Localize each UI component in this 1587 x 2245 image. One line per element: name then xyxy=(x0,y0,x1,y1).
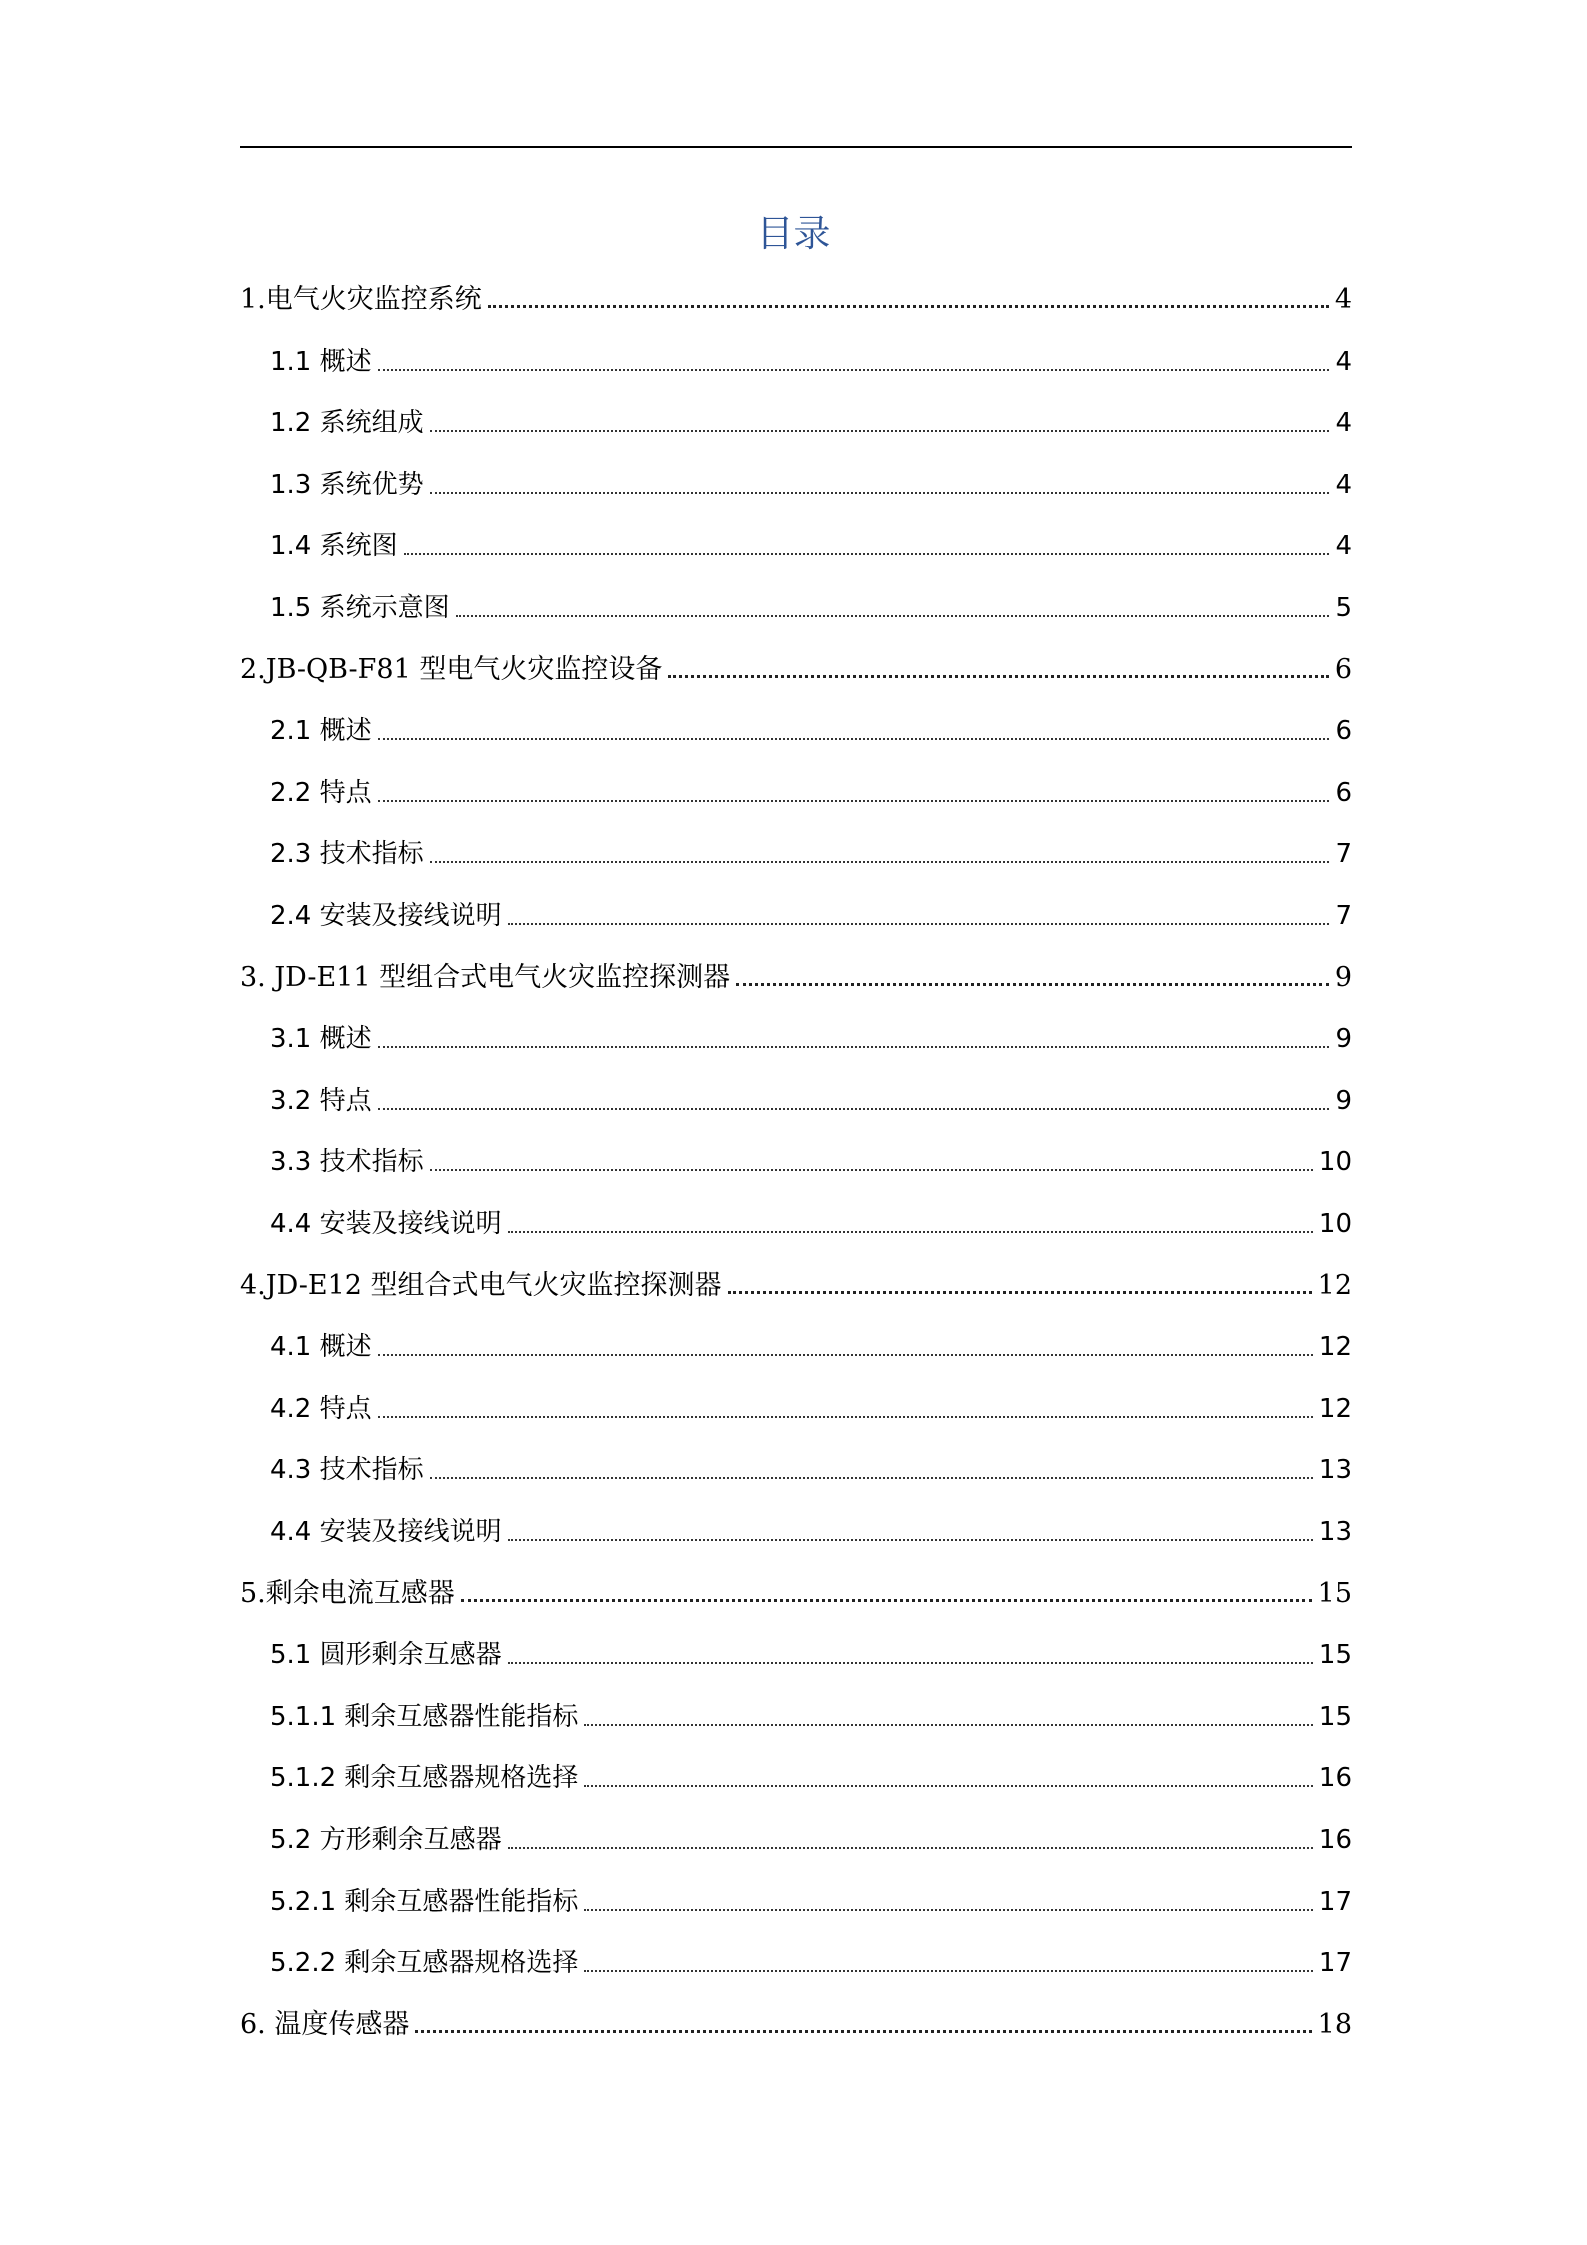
toc-dot-leader xyxy=(508,923,1330,925)
toc-dot-leader xyxy=(378,800,1330,802)
toc-dot-leader xyxy=(430,1477,1313,1479)
toc-entry[interactable] xyxy=(270,1019,1352,1059)
toc-entry[interactable] xyxy=(270,1820,1352,1860)
toc-entry[interactable] xyxy=(270,834,1352,874)
toc-dot-leader xyxy=(378,1108,1330,1110)
toc-entry-page-number: 16 xyxy=(1318,1763,1352,1794)
toc-entry-page-number: 10 xyxy=(1318,1147,1352,1178)
toc-entry[interactable] xyxy=(270,588,1352,628)
toc-entry[interactable] xyxy=(270,342,1352,382)
toc-entry-label: 1.1 概述 xyxy=(270,346,372,377)
toc-entry[interactable] xyxy=(270,1943,1352,1983)
toc-dot-leader xyxy=(584,1785,1312,1787)
toc-entry[interactable] xyxy=(270,1697,1352,1737)
toc-entry[interactable] xyxy=(270,711,1352,751)
toc-entry-label: 1.电气火灾监控系统 xyxy=(240,284,482,315)
toc-entry-page-number: 4 xyxy=(1335,469,1352,500)
toc-entry[interactable] xyxy=(270,1327,1352,1367)
toc-entry-page-number: 12 xyxy=(1318,1393,1352,1424)
toc-dot-leader xyxy=(508,1539,1313,1541)
toc-entry-page-number: 9 xyxy=(1335,1085,1352,1116)
toc-entry-page-number: 13 xyxy=(1318,1517,1352,1547)
toc-entry-page-number: 13 xyxy=(1318,1455,1352,1486)
toc-entry-label: 5.2.1 剩余互感器性能指标 xyxy=(270,1886,579,1917)
toc-entry-page-number: 17 xyxy=(1318,1886,1352,1917)
toc-entry[interactable] xyxy=(270,1882,1352,1922)
toc-dot-leader xyxy=(508,1847,1313,1849)
toc-dot-leader xyxy=(378,369,1330,371)
toc-entry-page-number: 15 xyxy=(1317,1577,1352,1609)
toc-entry[interactable] xyxy=(240,1574,1352,1614)
toc-dot-leader xyxy=(378,738,1330,740)
toc-entry-label: 1.5 系统示意图 xyxy=(270,593,450,623)
toc-dot-leader xyxy=(461,1599,1312,1602)
toc-entry-page-number: 10 xyxy=(1318,1209,1352,1239)
toc-entry[interactable] xyxy=(270,773,1352,813)
toc-entry-page-number: 6 xyxy=(1335,777,1352,808)
toc-entry-label: 4.1 概述 xyxy=(270,1332,372,1363)
toc-entry-label: 4.3 技术指标 xyxy=(270,1455,424,1486)
toc-entry-page-number: 6 xyxy=(1335,716,1352,747)
toc-entry-page-number: 15 xyxy=(1318,1701,1352,1732)
toc-entry-label: 6. 温度传感器 xyxy=(240,2008,410,2040)
toc-entry[interactable] xyxy=(270,1142,1352,1182)
toc-entry-page-number: 7 xyxy=(1335,901,1352,931)
toc-title: 目录 xyxy=(756,212,831,255)
toc-entry-label: 2.2 特点 xyxy=(270,777,372,808)
toc-entry[interactable] xyxy=(270,1081,1352,1121)
toc-entry[interactable] xyxy=(270,403,1352,443)
toc-entry-page-number: 9 xyxy=(1335,1024,1352,1055)
toc-entry[interactable] xyxy=(240,280,1352,320)
toc-entry-label: 5.1.1 剩余互感器性能指标 xyxy=(270,1701,579,1732)
toc-entry-page-number: 15 xyxy=(1318,1640,1352,1671)
toc-entry-label: 1.3 系统优势 xyxy=(270,469,424,500)
toc-entry-page-number: 17 xyxy=(1318,1948,1352,1979)
toc-entry-page-number: 6 xyxy=(1334,653,1352,685)
toc-entry-label: 2.4 安装及接线说明 xyxy=(270,901,502,931)
toc-entry[interactable] xyxy=(270,526,1352,566)
toc-entry-label: 5.剩余电流互感器 xyxy=(240,1577,455,1609)
toc-entry-label: 5.1 圆形剩余互感器 xyxy=(270,1640,502,1671)
toc-entry-label: 5.1.2 剩余互感器规格选择 xyxy=(270,1763,579,1794)
toc-dot-leader xyxy=(736,983,1329,986)
toc-entry-label: 3.1 概述 xyxy=(270,1024,372,1055)
toc-entry-page-number: 12 xyxy=(1317,1269,1352,1301)
toc-dot-leader xyxy=(508,1662,1313,1664)
toc-entry[interactable] xyxy=(270,465,1352,505)
toc-entry-label: 5.2.2 剩余互感器规格选择 xyxy=(270,1948,579,1979)
toc-dot-leader xyxy=(430,430,1330,432)
toc-dot-leader xyxy=(415,2030,1311,2033)
toc-dot-leader xyxy=(430,1169,1313,1171)
toc-entry-label: 2.3 技术指标 xyxy=(270,839,424,870)
toc-dot-leader xyxy=(404,553,1330,555)
toc-entry-page-number: 9 xyxy=(1334,961,1352,993)
toc-dot-leader xyxy=(728,1291,1312,1294)
toc-entry-page-number: 12 xyxy=(1318,1332,1352,1363)
toc-entry-label: 1.4 系统图 xyxy=(270,531,398,562)
toc-entry-label: 4.JD-E12 型组合式电气火灾监控探测器 xyxy=(240,1269,722,1301)
toc-dot-leader xyxy=(584,1970,1312,1972)
toc-entry[interactable] xyxy=(270,1512,1352,1552)
toc-entry-page-number: 18 xyxy=(1317,2008,1352,2040)
toc-entry-page-number: 7 xyxy=(1335,839,1352,870)
toc-dot-leader xyxy=(508,1231,1313,1233)
toc-entry[interactable] xyxy=(270,1204,1352,1244)
toc-dot-leader xyxy=(430,861,1330,863)
toc-entry[interactable] xyxy=(270,896,1352,936)
toc-entry[interactable] xyxy=(240,1266,1352,1306)
toc-entry[interactable] xyxy=(270,1758,1352,1798)
toc-dot-leader xyxy=(378,1354,1313,1356)
toc-entry-page-number: 4 xyxy=(1335,531,1352,562)
toc-dot-leader xyxy=(584,1909,1312,1911)
toc-entry-label: 3.2 特点 xyxy=(270,1085,372,1116)
toc-entry-page-number: 4 xyxy=(1335,346,1352,377)
toc-dot-leader xyxy=(378,1046,1330,1048)
toc-entry-label: 4.4 安装及接线说明 xyxy=(270,1209,502,1239)
toc-entry-label: 5.2 方形剩余互感器 xyxy=(270,1825,502,1855)
toc-entry-label: 2.JB-QB-F81 型电气火灾监控设备 xyxy=(240,653,663,685)
toc-dot-leader xyxy=(668,675,1328,678)
toc-entry-label: 4.2 特点 xyxy=(270,1393,372,1424)
toc-dot-leader xyxy=(456,615,1330,617)
toc-entry[interactable] xyxy=(240,958,1352,998)
toc-entry-page-number: 4 xyxy=(1334,284,1352,315)
toc-entry-label: 4.4 安装及接线说明 xyxy=(270,1517,502,1547)
toc-dot-leader xyxy=(488,305,1329,308)
toc-dot-leader xyxy=(378,1416,1313,1418)
toc-entry[interactable] xyxy=(270,1635,1352,1675)
toc-entry-page-number: 5 xyxy=(1335,593,1352,623)
toc-entry[interactable] xyxy=(270,1389,1352,1429)
toc-entry[interactable] xyxy=(240,650,1352,690)
toc-entry-page-number: 4 xyxy=(1335,408,1352,439)
toc-entry-page-number: 16 xyxy=(1318,1825,1352,1855)
toc-entry[interactable] xyxy=(240,2005,1352,2045)
toc-entry-label: 3. JD-E11 型组合式电气火灾监控探测器 xyxy=(240,961,731,993)
toc-entry-label: 3.3 技术指标 xyxy=(270,1147,424,1178)
toc-entry-label: 1.2 系统组成 xyxy=(270,408,424,439)
toc-entry[interactable] xyxy=(270,1450,1352,1490)
toc-dot-leader xyxy=(430,492,1330,494)
toc-dot-leader xyxy=(584,1724,1312,1726)
toc-entry-label: 2.1 概述 xyxy=(270,716,372,747)
